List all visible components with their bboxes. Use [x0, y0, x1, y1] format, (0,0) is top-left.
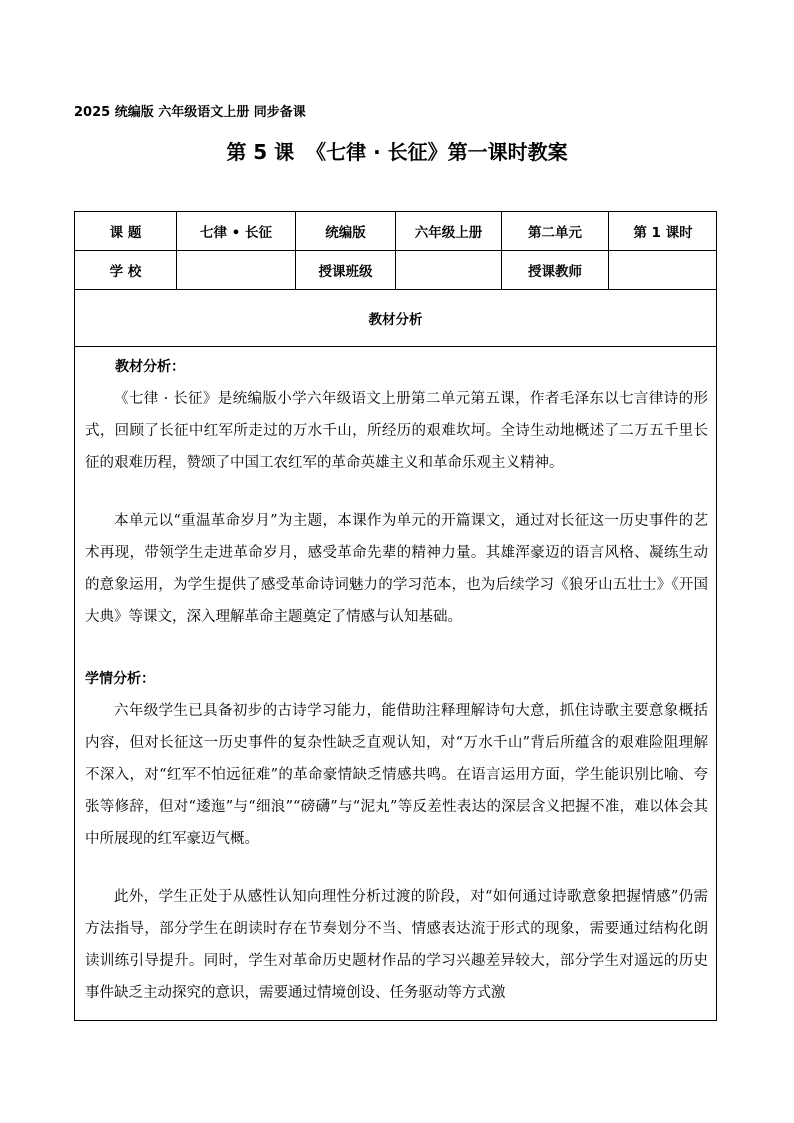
- analysis-content: [75, 351, 716, 1009]
- value-unit: 第二单元: [502, 212, 609, 251]
- paragraph-gap: [85, 479, 708, 505]
- label-class: 授课班级: [296, 251, 396, 290]
- section-title: 教材分析: [75, 290, 716, 347]
- textbook-analysis-heading: 教材分析：: [115, 359, 185, 375]
- value-topic: 七律 • 长征: [177, 212, 296, 251]
- table-row: [75, 251, 718, 290]
- document-title: [0, 136, 794, 165]
- textbook-analysis-paragraph-1: 《七律 · 长征》是统编版小学六年级语文上册第二单元第五课，作者毛泽东以七言律诗的形式，回顾了长征中红军所走过的万水千山，所经历的艰难坎坷。全诗生动地概述了二万五千里长征的艰难历程，赞颂了中国工农红军的革命英雄主义和革命乐观主义精神。: [85, 391, 708, 471]
- student-analysis-heading: 学情分析：: [85, 671, 155, 687]
- value-class: [396, 251, 502, 290]
- paragraph-gap: [85, 633, 708, 659]
- lesson-name: 《七律 · 长征》第一课时教案: [306, 140, 568, 164]
- label-teacher: 授课教师: [502, 251, 609, 290]
- label-topic: 课 题: [75, 212, 177, 251]
- value-school: [177, 251, 296, 290]
- table-row: [75, 212, 718, 251]
- value-period: 第 1 课时: [609, 212, 718, 251]
- value-edition: 统编版: [296, 212, 396, 251]
- lesson-info-table: [74, 211, 717, 290]
- student-analysis-paragraph-1: 六年级学生已具备初步的古诗学习能力，能借助注释理解诗句大意，抓住诗歌主要意象概括内容，但对长征这一历史事件的复杂性缺乏直观认知，对“万水千山”背后所蕴含的艰难险阻理解不深入，对“红军不怕远征难”的革命豪情缺乏情感共鸣。在语言运用方面，学生能识别比喻、夸张等修辞，但对“逶迤”与“细浪”“磅礴”与“泥丸”等反差性表达的深层含义把握不准，难以体会其中所展现的红军豪迈气概。: [85, 703, 708, 847]
- paragraph-gap: [85, 855, 708, 881]
- label-school: 学 校: [75, 251, 177, 290]
- value-grade: 六年级上册: [396, 212, 502, 251]
- value-teacher: [609, 251, 718, 290]
- lesson-plan-table: [74, 211, 717, 1021]
- textbook-analysis-paragraph-2: 本单元以“重温革命岁月”为主题，本课作为单元的开篇课文，通过对长征这一历史事件的艺术再现，带领学生走进革命岁月，感受革命先辈的精神力量。其雄浑豪迈的语言风格、凝练生动的意象运用，为学生提供了感受革命诗词魅力的学习范本，也为后续学习《狼牙山五壮士》《开国大典》等课文，深入理解革命主题奠定了情感与认知基础。: [85, 513, 708, 625]
- student-analysis-paragraph-2: 此外，学生正处于从感性认知向理性分析过渡的阶段，对“如何通过诗歌意象把握情感”仍需方法指导，部分学生在朗读时存在节奏划分不当、情感表达流于形式的现象，需要通过结构化朗读训练引导提升。同时，学生对革命历史题材作品的学习兴趣差异较大，部分学生对遥远的历史事件缺乏主动探究的意识，需要通过情境创设、任务驱动等方式激: [85, 889, 708, 1001]
- lesson-number: 第 5 课: [226, 140, 295, 164]
- series-header: 2025 统编版 六年级语文上册 同步备课: [74, 105, 306, 120]
